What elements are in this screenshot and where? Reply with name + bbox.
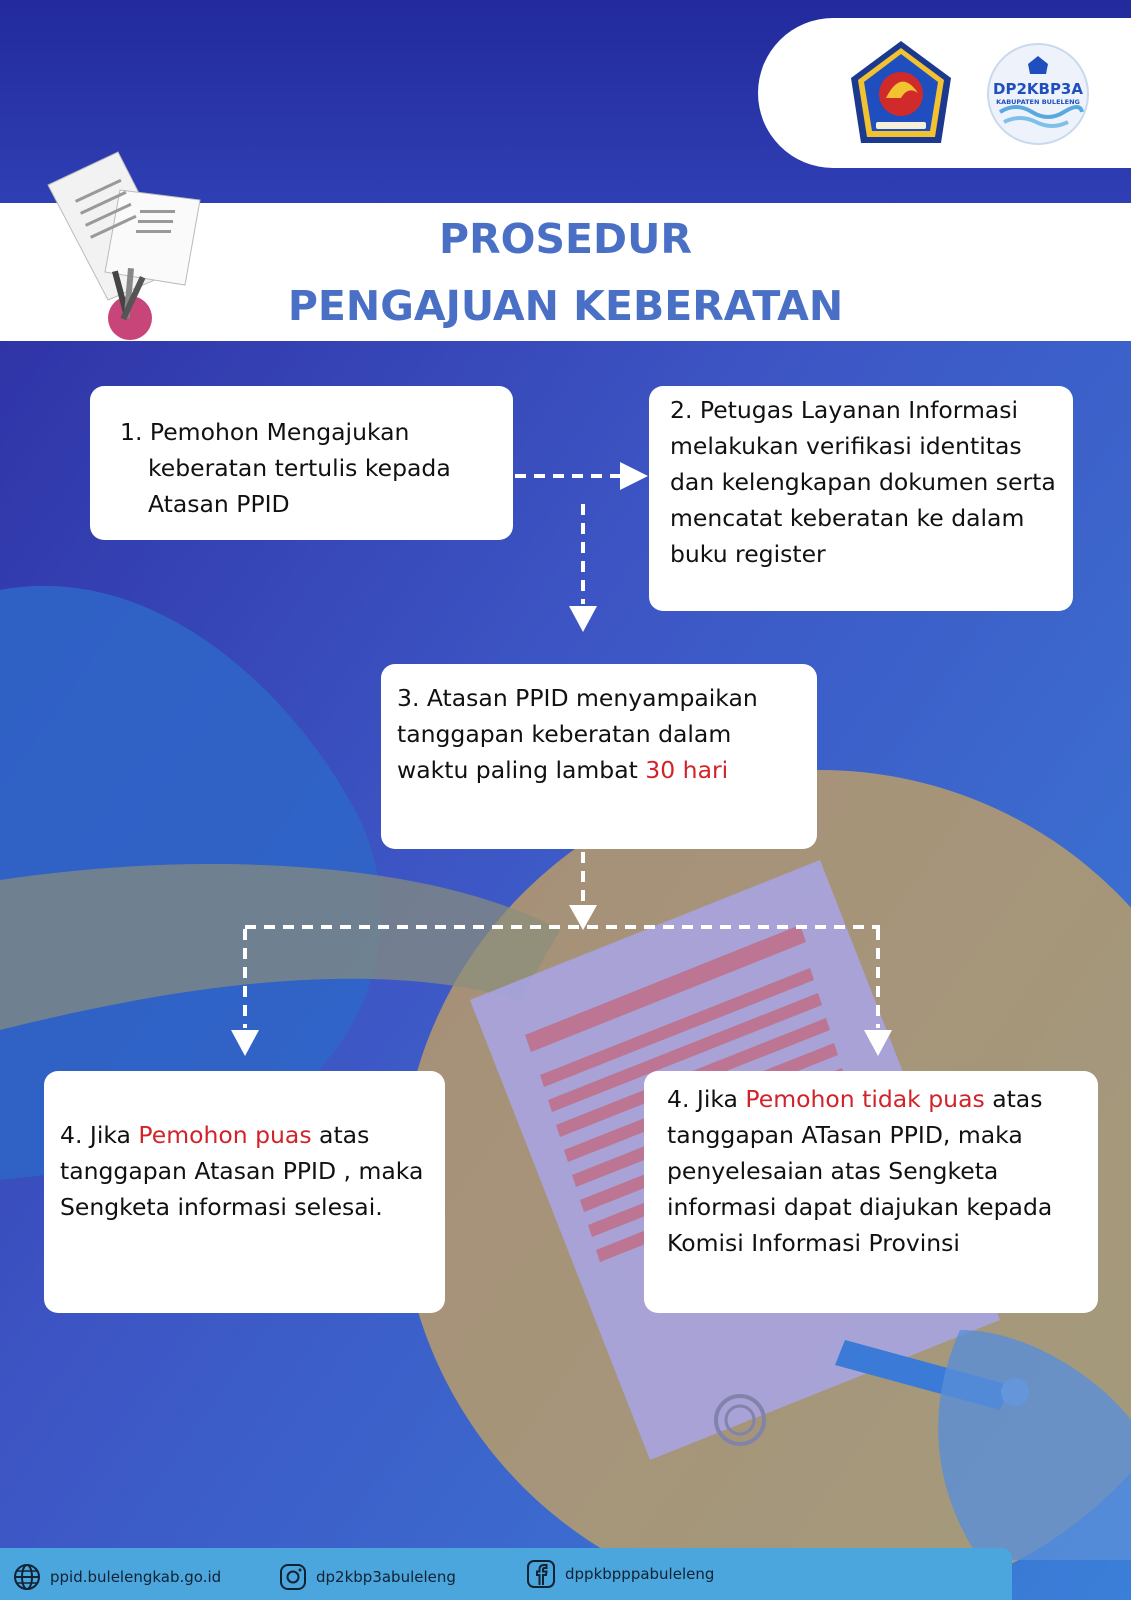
step-3-highlight: 30 hari <box>645 756 729 784</box>
step-4b-suffix: atas tanggapan ATasan PPID, maka penyelesaian atas Sengketa informasi dapat diajukan kepada Komisi Informasi Provinsi <box>667 1085 1053 1257</box>
globe-icon <box>12 1562 42 1592</box>
step-4a-prefix: 4. Jika <box>60 1121 139 1149</box>
step-4b-highlight: Pemohon tidak puas <box>745 1085 985 1113</box>
footer-facebook-label: dppkbpppabuleleng <box>565 1565 715 1583</box>
step-2-text: 2. Petugas Layanan Informasi melakukan verifikasi identitas dan kelengkapan dokumen serta mencatat keberatan ke dalam buku register <box>670 396 1056 568</box>
dp2kbp3a-label: DP2KBP3A <box>993 80 1083 98</box>
arrow-down-icon <box>864 1030 892 1056</box>
arrow-down-icon <box>231 1030 259 1056</box>
step-4a-highlight: Pemohon puas <box>138 1121 312 1149</box>
dp2kbp3a-sublabel: KABUPATEN BULELENG <box>996 98 1080 106</box>
step-3-box <box>381 664 817 849</box>
footer-instagram-label: dp2kbp3abuleleng <box>316 1568 456 1586</box>
footer-website[interactable] <box>12 1562 221 1592</box>
page-title-line2: PENGAJUAN KEBERATAN <box>287 282 844 330</box>
instagram-icon <box>278 1562 308 1592</box>
step-4a-suffix: atas tanggapan Atasan PPID , maka Sengketa informasi selesai. <box>60 1121 424 1221</box>
step-3-text: 3. Atasan PPID menyampaikan tanggapan keberatan dalam waktu paling lambat <box>397 684 758 784</box>
step-1-text: 1. Pemohon Mengajukan keberatan tertulis kepada Atasan PPID <box>120 418 451 518</box>
step-1-box <box>90 386 513 540</box>
step-4b-prefix: 4. Jika <box>667 1085 746 1113</box>
arrow-right-icon <box>620 462 648 490</box>
arrow-down-icon <box>569 606 597 632</box>
step-4b-box <box>644 1071 1098 1313</box>
facebook-icon <box>525 1558 557 1590</box>
footer-facebook[interactable] <box>525 1558 714 1590</box>
footer-website-label: ppid.bulelengkab.go.id <box>50 1568 222 1586</box>
footer-instagram[interactable] <box>278 1562 456 1592</box>
step-4a-box <box>44 1071 445 1313</box>
step-2-box <box>649 386 1073 611</box>
page-title-line1: PROSEDUR <box>439 215 692 263</box>
